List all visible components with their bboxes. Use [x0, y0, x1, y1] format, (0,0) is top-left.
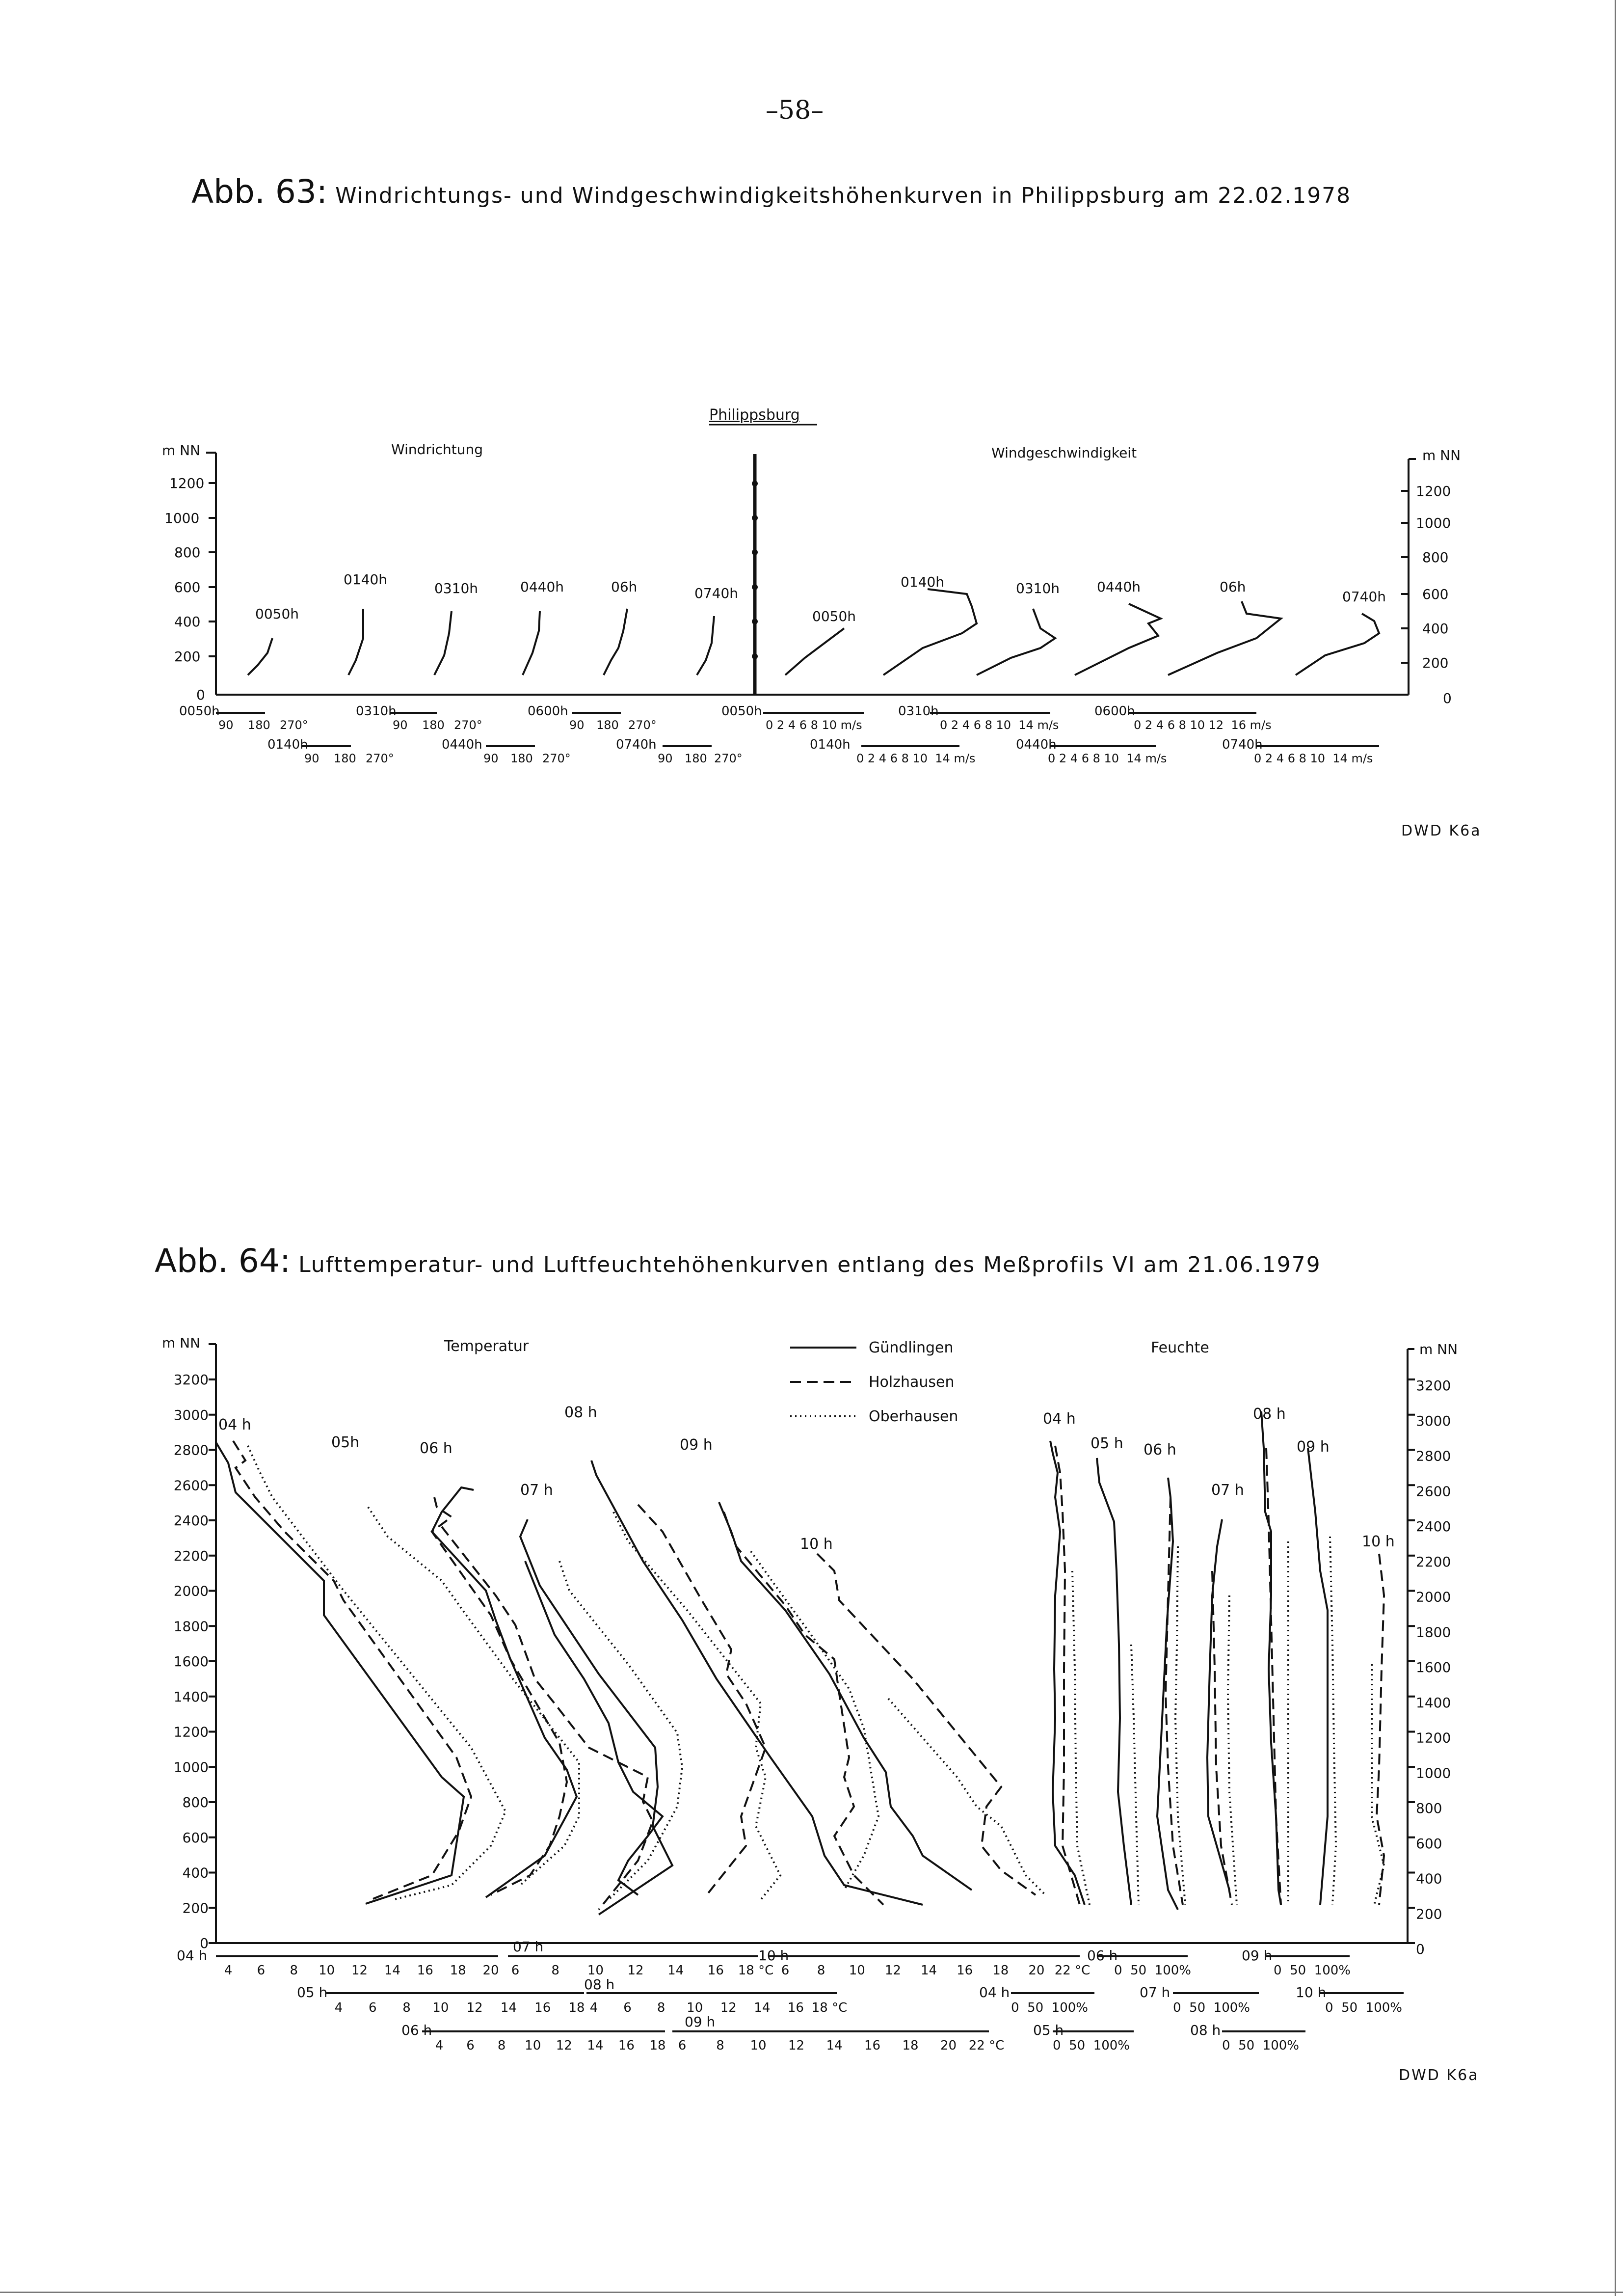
fig63-time-label: 0440h	[1097, 579, 1141, 595]
fig63-dir-tick: 270°	[280, 718, 308, 732]
scan-edge-bottom	[0, 2292, 1623, 2293]
fig64-ytick: 1000	[173, 1759, 209, 1776]
fig64-temp-tick: 10	[750, 2038, 767, 2053]
fig64-temp-tick: 16	[417, 1963, 433, 1978]
fig64-temp-tick: 4	[589, 2000, 598, 2015]
fig63-axis-time: 0440h	[442, 737, 482, 752]
fig64-hum-axis-ticks: 0 50 100%	[1173, 2000, 1251, 2015]
fig63-time-label: 0740h	[1342, 589, 1386, 605]
fig64-hum-axis-time: 07 h	[1140, 1984, 1171, 2000]
legend-label-guendlingen: Gündlingen	[869, 1339, 954, 1356]
fig64-hum-axis-ticks: 0 50 100%	[1274, 1963, 1351, 1978]
fig64-ytick-right: 800	[1416, 1800, 1442, 1816]
fig64-hum-axis-ticks: 0 50 100%	[1114, 1963, 1192, 1978]
fig64-temp-tick: 18	[568, 2000, 585, 2015]
fig64-hum-axis-time: 04 h	[979, 1984, 1010, 2000]
fig64-temp-tick: 10	[432, 2000, 449, 2015]
fig63-chart	[0, 0, 1623, 835]
fig63-speed-ticks: 0 2 4 6 8 10 14 m/s	[1048, 752, 1167, 765]
fig63-time-label: 0050h	[255, 606, 299, 622]
fig63-speed-ticks: 0 2 4 6 8 10 12 16 m/s	[1134, 718, 1272, 732]
fig64-temp-tick: 12	[788, 2038, 805, 2053]
fig64-temp-tick: 8	[402, 2000, 411, 2015]
fig64-ytick: 0	[200, 1935, 209, 1951]
fig63-time-label: 06h	[1220, 579, 1246, 595]
fig63-axis-time: 0600h	[528, 704, 568, 719]
fig63-time-label: 0740h	[694, 585, 739, 601]
fig63-ytick-right: 200	[1422, 655, 1449, 671]
fig63-ytick: 1200	[169, 475, 205, 491]
fig64-temp-tick: 16	[864, 2038, 881, 2053]
fig64-temp-tick: 10	[849, 1963, 865, 1978]
fig64-temp-tick: 18 °C	[811, 2000, 848, 2015]
fig63-speed-ticks: 0 2 4 6 8 10 14 m/s	[856, 752, 976, 765]
fig64-hum-time: 06 h	[1144, 1441, 1176, 1459]
fig64-ytick: 1200	[173, 1724, 209, 1740]
fig64-hum-axis-time: 09 h	[1242, 1947, 1273, 1964]
fig64-temp-time: 07 h	[520, 1482, 553, 1499]
fig64-hum-time: 04 h	[1043, 1410, 1076, 1428]
fig63-left-panel: Windrichtung	[391, 441, 483, 458]
fig63-dir-tick: 180	[685, 752, 707, 765]
fig64-ytick-right: 1200	[1416, 1729, 1451, 1746]
fig64-ytick-right: 2400	[1416, 1518, 1451, 1535]
fig64-temp-time: 06 h	[420, 1440, 452, 1457]
fig64-title	[155, 1242, 1321, 1280]
fig63-yaxis-label-right: m NN	[1422, 447, 1461, 463]
fig64-temp-tick: 16	[618, 2038, 635, 2053]
fig64-ytick: 200	[182, 1900, 209, 1917]
fig64-ytick-right: 2600	[1416, 1483, 1451, 1500]
fig64-temp-tick: 20	[482, 1963, 499, 1978]
fig63-dir-tick: 270°	[542, 752, 571, 765]
fig64-axis-time: 10 h	[758, 1947, 789, 1964]
fig64-temp-tick: 18	[992, 1963, 1009, 1978]
fig64-hum-time: 05 h	[1091, 1435, 1123, 1452]
fig64-ytick: 1400	[173, 1688, 209, 1705]
fig64-ytick: 1600	[173, 1653, 209, 1670]
fig63-ytick-right: 400	[1422, 621, 1449, 637]
fig64-ytick-right: 2000	[1416, 1589, 1451, 1605]
fig64-temp-tick: 6	[369, 2000, 377, 2015]
fig64-temp-time: 10 h	[800, 1536, 833, 1553]
fig63-dir-tick: 180	[422, 718, 445, 732]
fig63-dir-tick: 180	[596, 718, 619, 732]
fig64-chart	[0, 1301, 1623, 2096]
fig64-hum-axis-ticks: 0 50 100%	[1053, 2038, 1130, 2053]
fig64-ytick: 3000	[173, 1406, 209, 1423]
fig64-ytick-right: 1000	[1416, 1765, 1451, 1782]
fig64-temp-tick: 14	[384, 1963, 400, 1978]
fig63-dir-tick: 180	[510, 752, 533, 765]
fig63-axis-time: 0050h	[179, 704, 220, 719]
fig64-temp-tick: 18	[902, 2038, 919, 2053]
fig64-axis-time: 05 h	[297, 1984, 328, 2000]
fig63-dir-tick: 90	[218, 718, 234, 732]
fig64-ytick-right: 600	[1416, 1835, 1442, 1852]
fig64-temp-tick: 6	[257, 1963, 266, 1978]
fig64-hum-axis-ticks: 0 50 100%	[1011, 2000, 1089, 2015]
fig64-ytick: 2000	[173, 1583, 209, 1599]
fig64-ytick-right: 400	[1416, 1870, 1442, 1887]
fig64-ytick: 2600	[173, 1477, 209, 1494]
fig63-dir-tick: 90	[483, 752, 499, 765]
fig63-dir-tick: 270°	[454, 718, 482, 732]
fig63-dir-tick: 180	[248, 718, 270, 732]
fig63-ytick: 200	[174, 648, 201, 665]
fig64-ytick-right: 1600	[1416, 1659, 1451, 1675]
fig64-ytick: 800	[182, 1794, 209, 1810]
page-number: –58–	[766, 96, 824, 125]
fig63-ytick-right: 1000	[1416, 515, 1451, 531]
fig64-temp-tick: 14	[826, 2038, 843, 2053]
fig64-temp-tick: 10	[687, 2000, 703, 2015]
fig64-temp-tick: 8	[817, 1963, 825, 1978]
fig64-ytick: 2400	[173, 1513, 209, 1529]
fig64-axis-time: 08 h	[584, 1976, 615, 1993]
fig63-dir-tick: 90	[569, 718, 585, 732]
legend-label-holzhausen: Holzhausen	[869, 1374, 955, 1391]
fig64-yaxis-label-left: m NN	[162, 1335, 201, 1351]
fig64-temp-tick: 12	[351, 1963, 368, 1978]
fig64-title-text: Lufttemperatur- und Luftfeuchtehöhenkurven entlang des Meßprofils VI am 21.06.1979	[298, 1252, 1321, 1277]
fig64-hum-time: 09 h	[1297, 1438, 1330, 1456]
fig64-temp-tick: 14	[667, 1963, 684, 1978]
fig64-ytick: 400	[182, 1864, 209, 1881]
fig63-yaxis-label-left: m NN	[162, 442, 201, 459]
fig64-ytick-right: 2800	[1416, 1448, 1451, 1464]
fig64-ytick: 2800	[173, 1442, 209, 1459]
fig63-ytick: 0	[196, 687, 205, 703]
fig64-label: Abb. 64:	[155, 1242, 291, 1280]
fig63-dir-tick: 90	[393, 718, 408, 732]
fig63-dir-tick: 270°	[714, 752, 743, 765]
fig64-temp-tick: 12	[884, 1963, 901, 1978]
fig64-temp-tick: 4	[435, 2038, 444, 2053]
fig64-temp-tick: 18 °C	[738, 1963, 774, 1978]
fig64-temp-tick: 14	[920, 1963, 937, 1978]
fig64-temp-tick: 10	[319, 1963, 335, 1978]
fig63-ytick-right: 800	[1422, 549, 1449, 566]
fig64-temp-tick: 18	[649, 2038, 666, 2053]
legend-label-oberhausen: Oberhausen	[869, 1408, 958, 1425]
fig64-ytick-right: 200	[1416, 1906, 1442, 1922]
fig63-dir-tick: 90	[658, 752, 673, 765]
fig63-axis-time: 0310h	[356, 704, 397, 719]
fig63-dir-tick: 270°	[366, 752, 394, 765]
fig63-ytick-right: 1200	[1416, 483, 1451, 499]
fig64-hum-time: 07 h	[1211, 1482, 1244, 1499]
fig64-ytick: 600	[182, 1829, 209, 1846]
fig64-hum-axis-ticks: 0 50 100%	[1325, 2000, 1403, 2015]
fig63-time-label: 0310h	[434, 580, 479, 596]
fig64-temp-tick: 20	[940, 2038, 957, 2053]
fig64-axis-time: 09 h	[685, 2014, 716, 2030]
fig64-left-panel: Temperatur	[444, 1338, 529, 1355]
fig64-temp-tick: 12	[466, 2000, 483, 2015]
fig63-axis-time: 0740h	[1222, 737, 1263, 752]
fig64-temp-tick: 14	[500, 2000, 517, 2015]
fig64-temp-tick: 6	[781, 1963, 790, 1978]
fig64-hum-axis-time: 05 h	[1033, 2022, 1064, 2038]
fig64-temp-tick: 16	[957, 1963, 973, 1978]
fig64-hum-axis-ticks: 0 50 100%	[1222, 2038, 1300, 2053]
fig63-time-label: 0440h	[520, 579, 564, 595]
fig63-credit: DWD K6a	[1401, 822, 1482, 839]
fig64-temp-tick: 14	[754, 2000, 771, 2015]
fig63-speed-ticks: 0 2 4 6 8 10 14 m/s	[940, 718, 1059, 732]
fig64-temp-tick: 18	[450, 1963, 466, 1978]
fig64-temp-tick: 12	[556, 2038, 572, 2053]
fig64-yaxis-label-right: m NN	[1419, 1341, 1458, 1357]
fig64-ytick-right: 2200	[1416, 1553, 1451, 1570]
fig64-temp-tick: 16	[707, 1963, 724, 1978]
fig63-time-label: 0140h	[344, 571, 388, 588]
fig63-time-label: 0140h	[901, 574, 945, 590]
fig64-temp-tick: 14	[587, 2038, 604, 2053]
fig63-speed-ticks: 0 2 4 6 8 10 m/s	[766, 718, 862, 732]
fig63-ytick: 1000	[164, 510, 200, 526]
fig63-time-label: 06h	[611, 579, 638, 595]
fig63-title-text: Windrichtungs- und Windgeschwindigkeitshöhenkurven in Philippsburg am 22.02.1978	[335, 183, 1352, 208]
fig64-temp-tick: 8	[290, 1963, 298, 1978]
fig63-right-panel: Windgeschwindigkeit	[991, 445, 1137, 461]
fig64-temp-tick: 22 °C	[1054, 1963, 1091, 1978]
fig63-axis-time: 0600h	[1094, 704, 1135, 719]
fig64-temp-tick: 10	[525, 2038, 541, 2053]
fig64-temp-tick: 6	[623, 2000, 632, 2015]
fig64-temp-tick: 20	[1028, 1963, 1045, 1978]
fig64-temp-time: 04 h	[218, 1416, 251, 1433]
fig63-dir-tick: 270°	[628, 718, 657, 732]
fig63-time-label: 0050h	[812, 608, 856, 624]
fig64-temp-tick: 4	[224, 1963, 233, 1978]
fig63-ytick-right: 600	[1422, 586, 1449, 602]
fig64-ytick-right: 1800	[1416, 1624, 1451, 1641]
fig64-hum-time: 08 h	[1253, 1405, 1286, 1423]
fig63-ytick: 400	[174, 614, 201, 630]
fig64-axis-time: 07 h	[513, 1939, 544, 1955]
fig64-temp-time: 05h	[331, 1434, 360, 1451]
fig63-axis-time: 0740h	[616, 737, 657, 752]
fig63-dir-tick: 180	[334, 752, 356, 765]
fig64-hum-axis-time: 08 h	[1190, 2022, 1221, 2038]
fig64-ytick-right: 3000	[1416, 1412, 1451, 1429]
fig64-temp-tick: 6	[678, 2038, 687, 2053]
fig64-temp-tick: 6	[511, 1963, 520, 1978]
fig64-temp-tick: 8	[497, 2038, 506, 2053]
fig64-temp-tick: 8	[657, 2000, 665, 2015]
fig63-axis-time: 0310h	[898, 704, 939, 719]
fig63-axis-time: 0140h	[267, 737, 308, 752]
fig64-temp-tick: 12	[720, 2000, 737, 2015]
fig64-temp-tick: 8	[716, 2038, 724, 2053]
fig64-temp-tick: 16	[534, 2000, 551, 2015]
fig64-temp-tick: 6	[466, 2038, 475, 2053]
fig64-hum-axis-time: 06 h	[1087, 1947, 1118, 1964]
fig64-temp-time: 09 h	[680, 1436, 713, 1454]
fig64-temp-time: 08 h	[564, 1404, 597, 1421]
fig64-temp-tick: 10	[587, 1963, 604, 1978]
fig64-ytick-right: 3200	[1416, 1378, 1451, 1394]
fig63-station: Philippsburg	[709, 406, 800, 424]
fig64-axis-time: 06 h	[401, 2022, 432, 2038]
fig64-axis-time: 04 h	[177, 1947, 208, 1964]
fig64-credit: DWD K6a	[1399, 2067, 1479, 2084]
fig64-right-panel: Feuchte	[1151, 1339, 1209, 1356]
fig64-hum-time: 10 h	[1362, 1533, 1395, 1550]
fig63-dir-tick: 90	[304, 752, 319, 765]
fig63-ytick: 600	[174, 579, 201, 595]
fig64-ytick-right: 0	[1416, 1941, 1425, 1957]
fig63-axis-time: 0050h	[721, 704, 762, 719]
fig64-temp-tick: 4	[334, 2000, 343, 2015]
fig63-time-label: 0310h	[1016, 580, 1060, 596]
fig64-temp-tick: 12	[627, 1963, 644, 1978]
fig64-hum-axis-time: 10 h	[1296, 1984, 1327, 2000]
fig63-ytick-right: 0	[1443, 690, 1452, 706]
fig64-temp-tick: 22 °C	[968, 2038, 1005, 2053]
fig64-ytick: 2200	[173, 1547, 209, 1564]
fig64-temp-tick: 16	[787, 2000, 804, 2015]
fig64-ytick-right: 1400	[1416, 1694, 1451, 1711]
fig64-ytick: 1800	[173, 1618, 209, 1635]
fig63-label: Abb. 63:	[191, 173, 328, 211]
fig63-axis-time: 0140h	[810, 737, 851, 752]
fig63-speed-ticks: 0 2 4 6 8 10 14 m/s	[1254, 752, 1373, 765]
fig64-ytick: 3200	[173, 1372, 209, 1388]
fig64-temp-tick: 8	[551, 1963, 559, 1978]
fig63-ytick: 800	[174, 544, 201, 561]
fig63-axis-time: 0440h	[1016, 737, 1057, 752]
